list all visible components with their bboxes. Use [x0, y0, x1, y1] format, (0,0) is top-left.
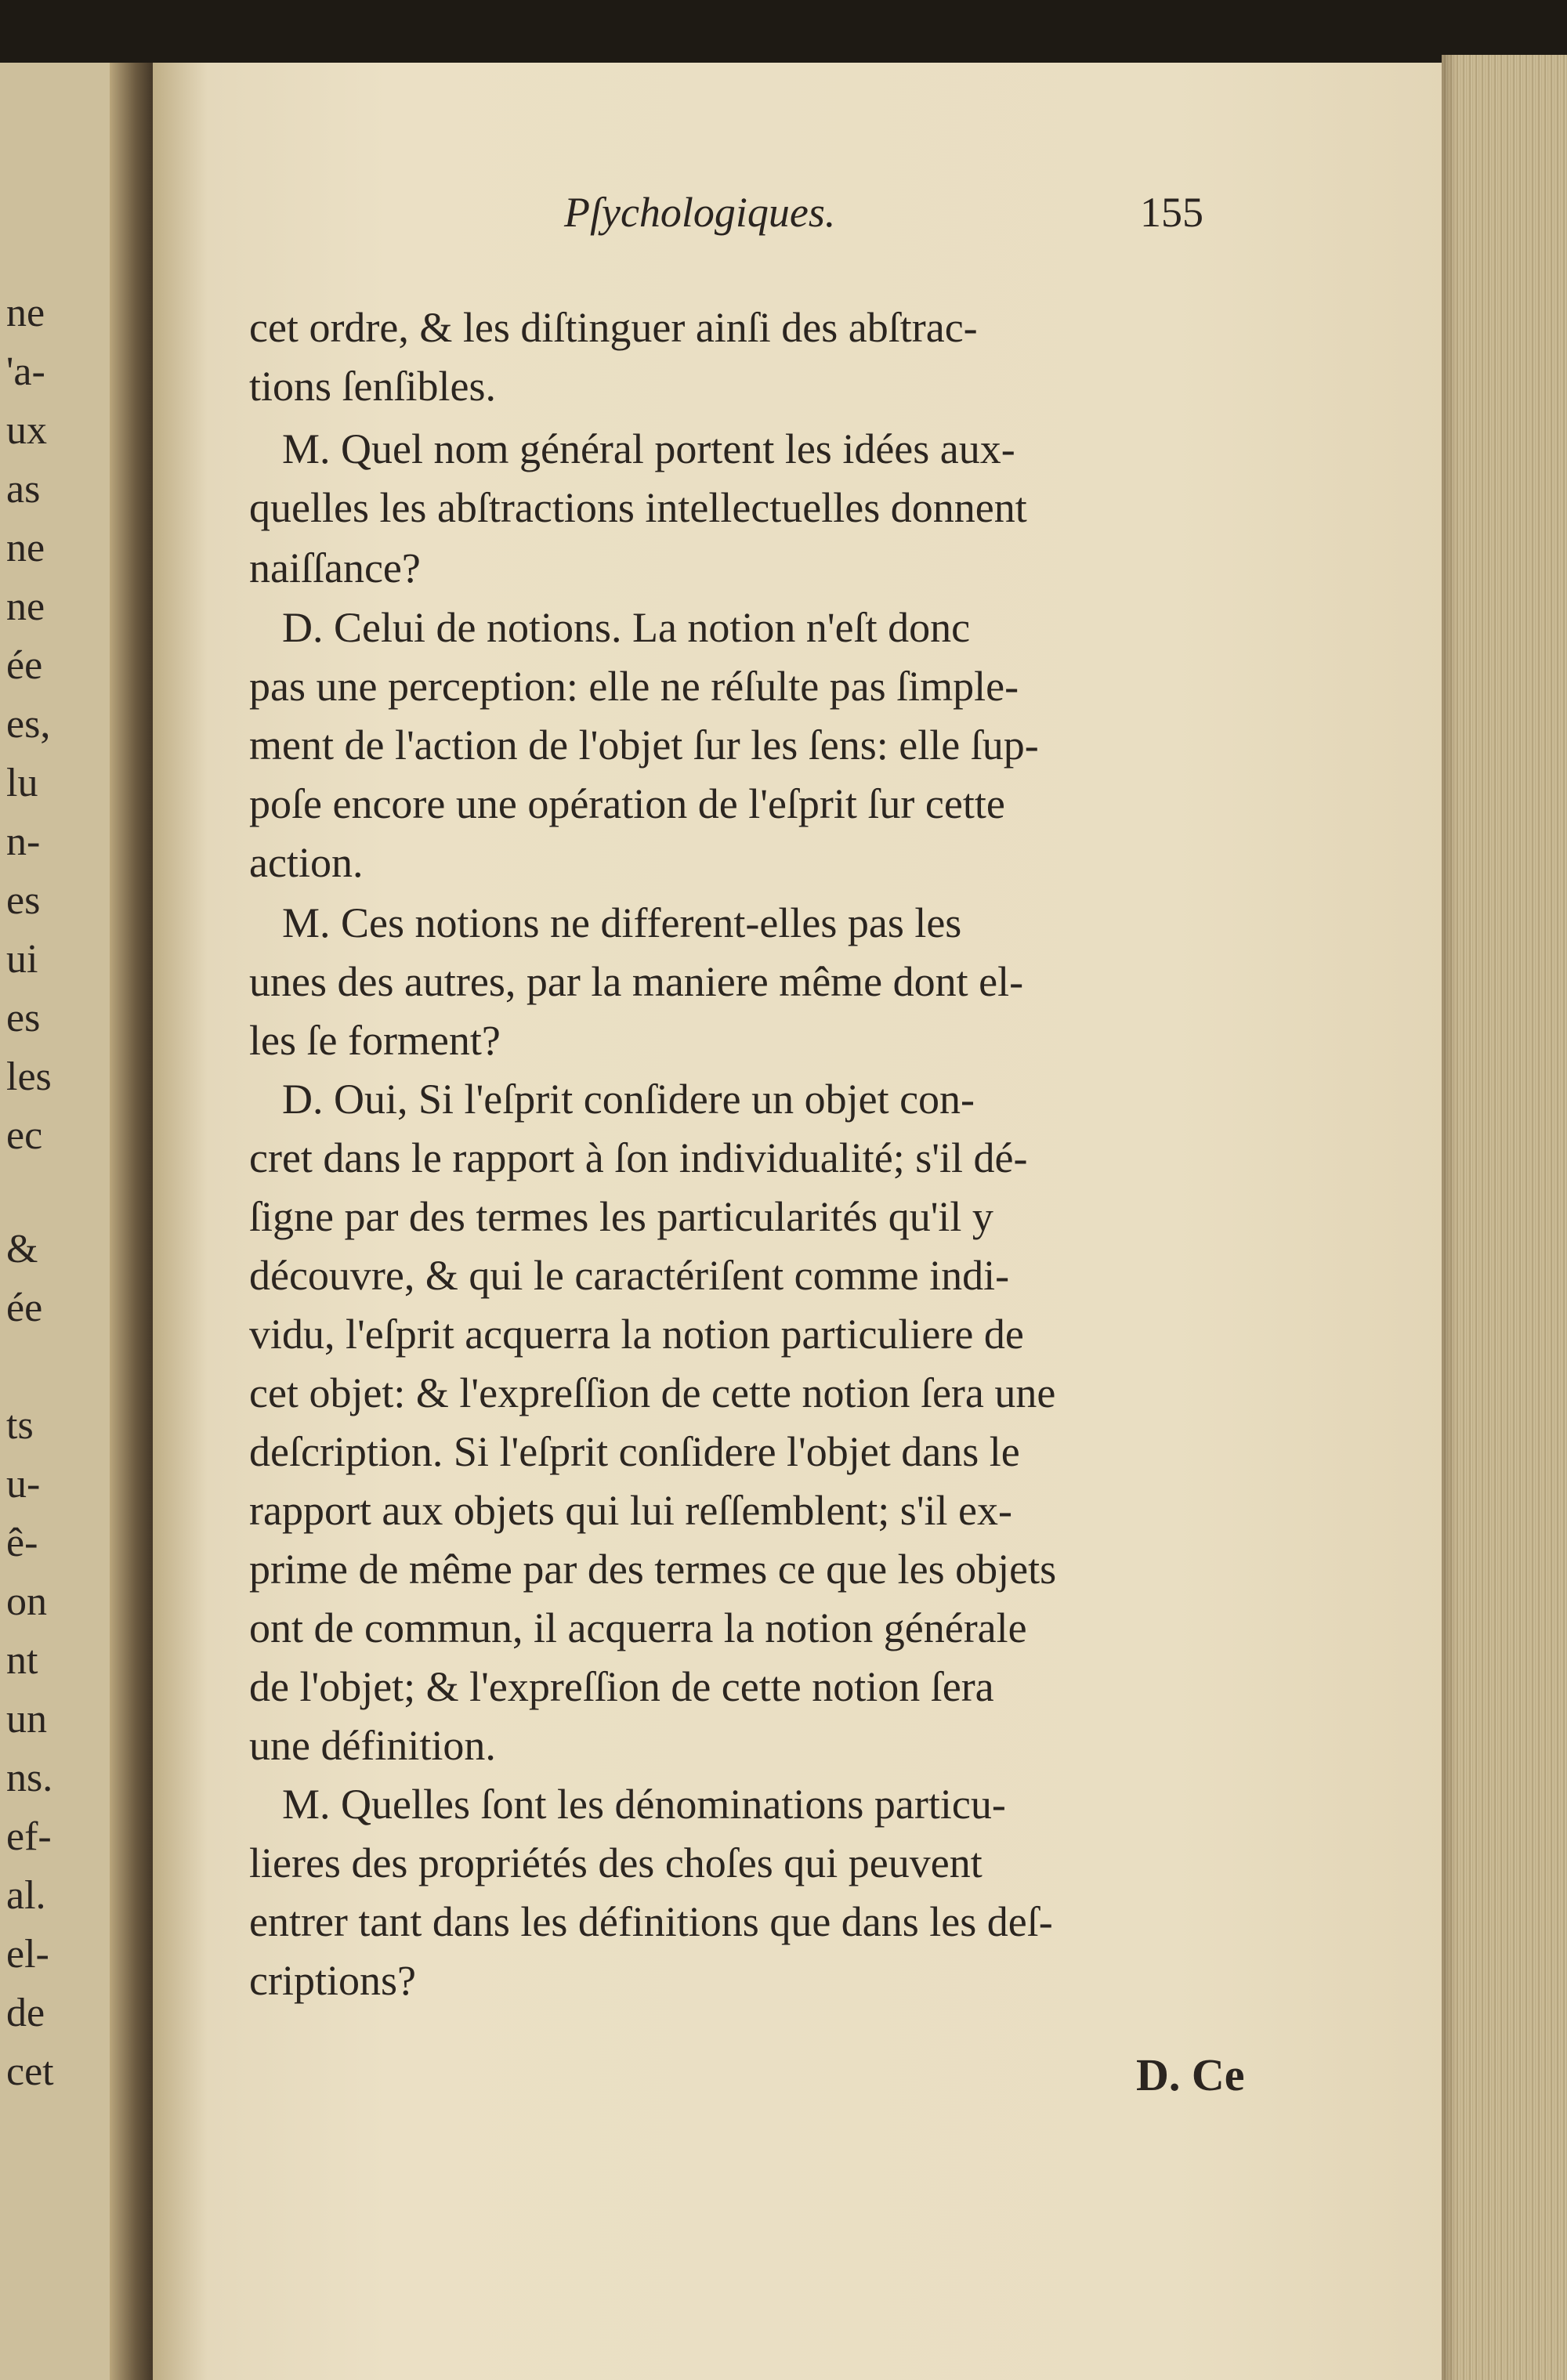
catchword: D. Ce — [1136, 2049, 1245, 2100]
left-fragment: nt — [6, 1638, 38, 1683]
left-fragment: u- — [6, 1462, 41, 1506]
left-fragment: ê- — [6, 1521, 38, 1565]
page-edges — [1442, 55, 1567, 2380]
left-fragment: & — [6, 1227, 38, 1271]
text-line: découvre, & qui le caractériſent comme indi- — [249, 1252, 1010, 1299]
text-line: tions ſenſibles. — [249, 363, 496, 410]
left-fragment: ée — [6, 643, 43, 688]
text-line: M. Ces notions ne different-elles pas les — [282, 899, 962, 946]
left-fragment: es — [6, 996, 41, 1040]
text-line: poſe encore une opération de l'eſprit ſur cette — [249, 780, 1005, 827]
text-line: cret dans le rapport à ſon individualité; s'il dé- — [249, 1134, 1028, 1181]
left-fragment: ux — [6, 408, 47, 453]
text-line: une définition. — [249, 1722, 496, 1769]
text-line: quelles les abſtractions intellectuelles donnent — [249, 484, 1027, 531]
left-fragment: el- — [6, 1932, 49, 1977]
text-line: action. — [249, 839, 364, 886]
text-line: ont de commun, il acquerra la notion générale — [249, 1604, 1027, 1651]
left-fragment: al. — [6, 1873, 46, 1918]
page-number: 155 — [1140, 189, 1203, 236]
left-fragment: n- — [6, 819, 41, 864]
left-fragment: es, — [6, 702, 51, 747]
text-line: pas une perception: elle ne réſulte pas ſimple- — [249, 663, 1019, 710]
left-fragment: un — [6, 1697, 47, 1742]
left-fragment: ec — [6, 1113, 43, 1158]
left-fragment: ns. — [6, 1756, 53, 1800]
page-edges-shadow — [1442, 55, 1457, 2380]
text-line: entrer tant dans les définitions que dans les deſ- — [249, 1898, 1053, 1945]
left-fragment: ne — [6, 291, 45, 335]
left-fragment: 'a- — [6, 349, 45, 394]
text-line: prime de même par des termes ce que les objets — [249, 1546, 1057, 1593]
running-title: Pſychologiques. — [564, 189, 836, 236]
left-fragment: les — [6, 1054, 52, 1099]
book-gutter — [110, 63, 157, 2380]
text-line: D. Oui, Si l'eſprit conſidere un objet con- — [282, 1076, 975, 1123]
text-line: unes des autres, par la maniere même dont el- — [249, 958, 1024, 1005]
text-line: rapport aux objets qui lui reſſemblent; s'il ex- — [249, 1487, 1013, 1534]
left-fragment: ef- — [6, 1814, 52, 1859]
left-fragment: es — [6, 878, 41, 923]
left-fragment: ée — [6, 1286, 43, 1330]
left-fragment: as — [6, 467, 41, 512]
left-fragment: lu — [6, 761, 38, 805]
text-line: D. Celui de notions. La notion n'eſt donc — [282, 604, 971, 651]
left-fragment: ne — [6, 584, 45, 629]
text-line: naiſſance? — [249, 544, 421, 591]
text-line: deſcription. Si l'eſprit conſidere l'objet dans le — [249, 1428, 1020, 1475]
text-line: M. Quelles ſont les dénominations particu- — [282, 1781, 1006, 1828]
text-line: vidu, l'eſprit acquerra la notion particuliere de — [249, 1311, 1024, 1358]
scan-background — [0, 0, 1567, 64]
text-line: ſigne par des termes les particularités qu'il y — [249, 1193, 993, 1240]
left-fragment: cet — [6, 2049, 54, 2094]
left-fragment: ui — [6, 937, 38, 982]
text-line: de l'objet; & l'expreſſion de cette notion ſera — [249, 1663, 994, 1710]
text-line: cet ordre, & les diſtinguer ainſi des abſtrac- — [249, 304, 978, 351]
text-line: criptions? — [249, 1957, 416, 2004]
text-line: M. Quel nom général portent les idées aux- — [282, 425, 1015, 472]
text-line: ment de l'action de l'objet ſur les ſens: elle ſup- — [249, 722, 1039, 769]
text-line: cet objet: & l'expreſſion de cette notion ſera une — [249, 1369, 1056, 1416]
left-fragment: de — [6, 1991, 45, 2035]
text-line: les ſe forment? — [249, 1017, 501, 1064]
left-fragment: ts — [6, 1403, 34, 1448]
text-line: lieres des propriétés des choſes qui peuvent — [249, 1839, 983, 1886]
left-fragment: ne — [6, 526, 45, 570]
left-fragment: on — [6, 1579, 47, 1624]
